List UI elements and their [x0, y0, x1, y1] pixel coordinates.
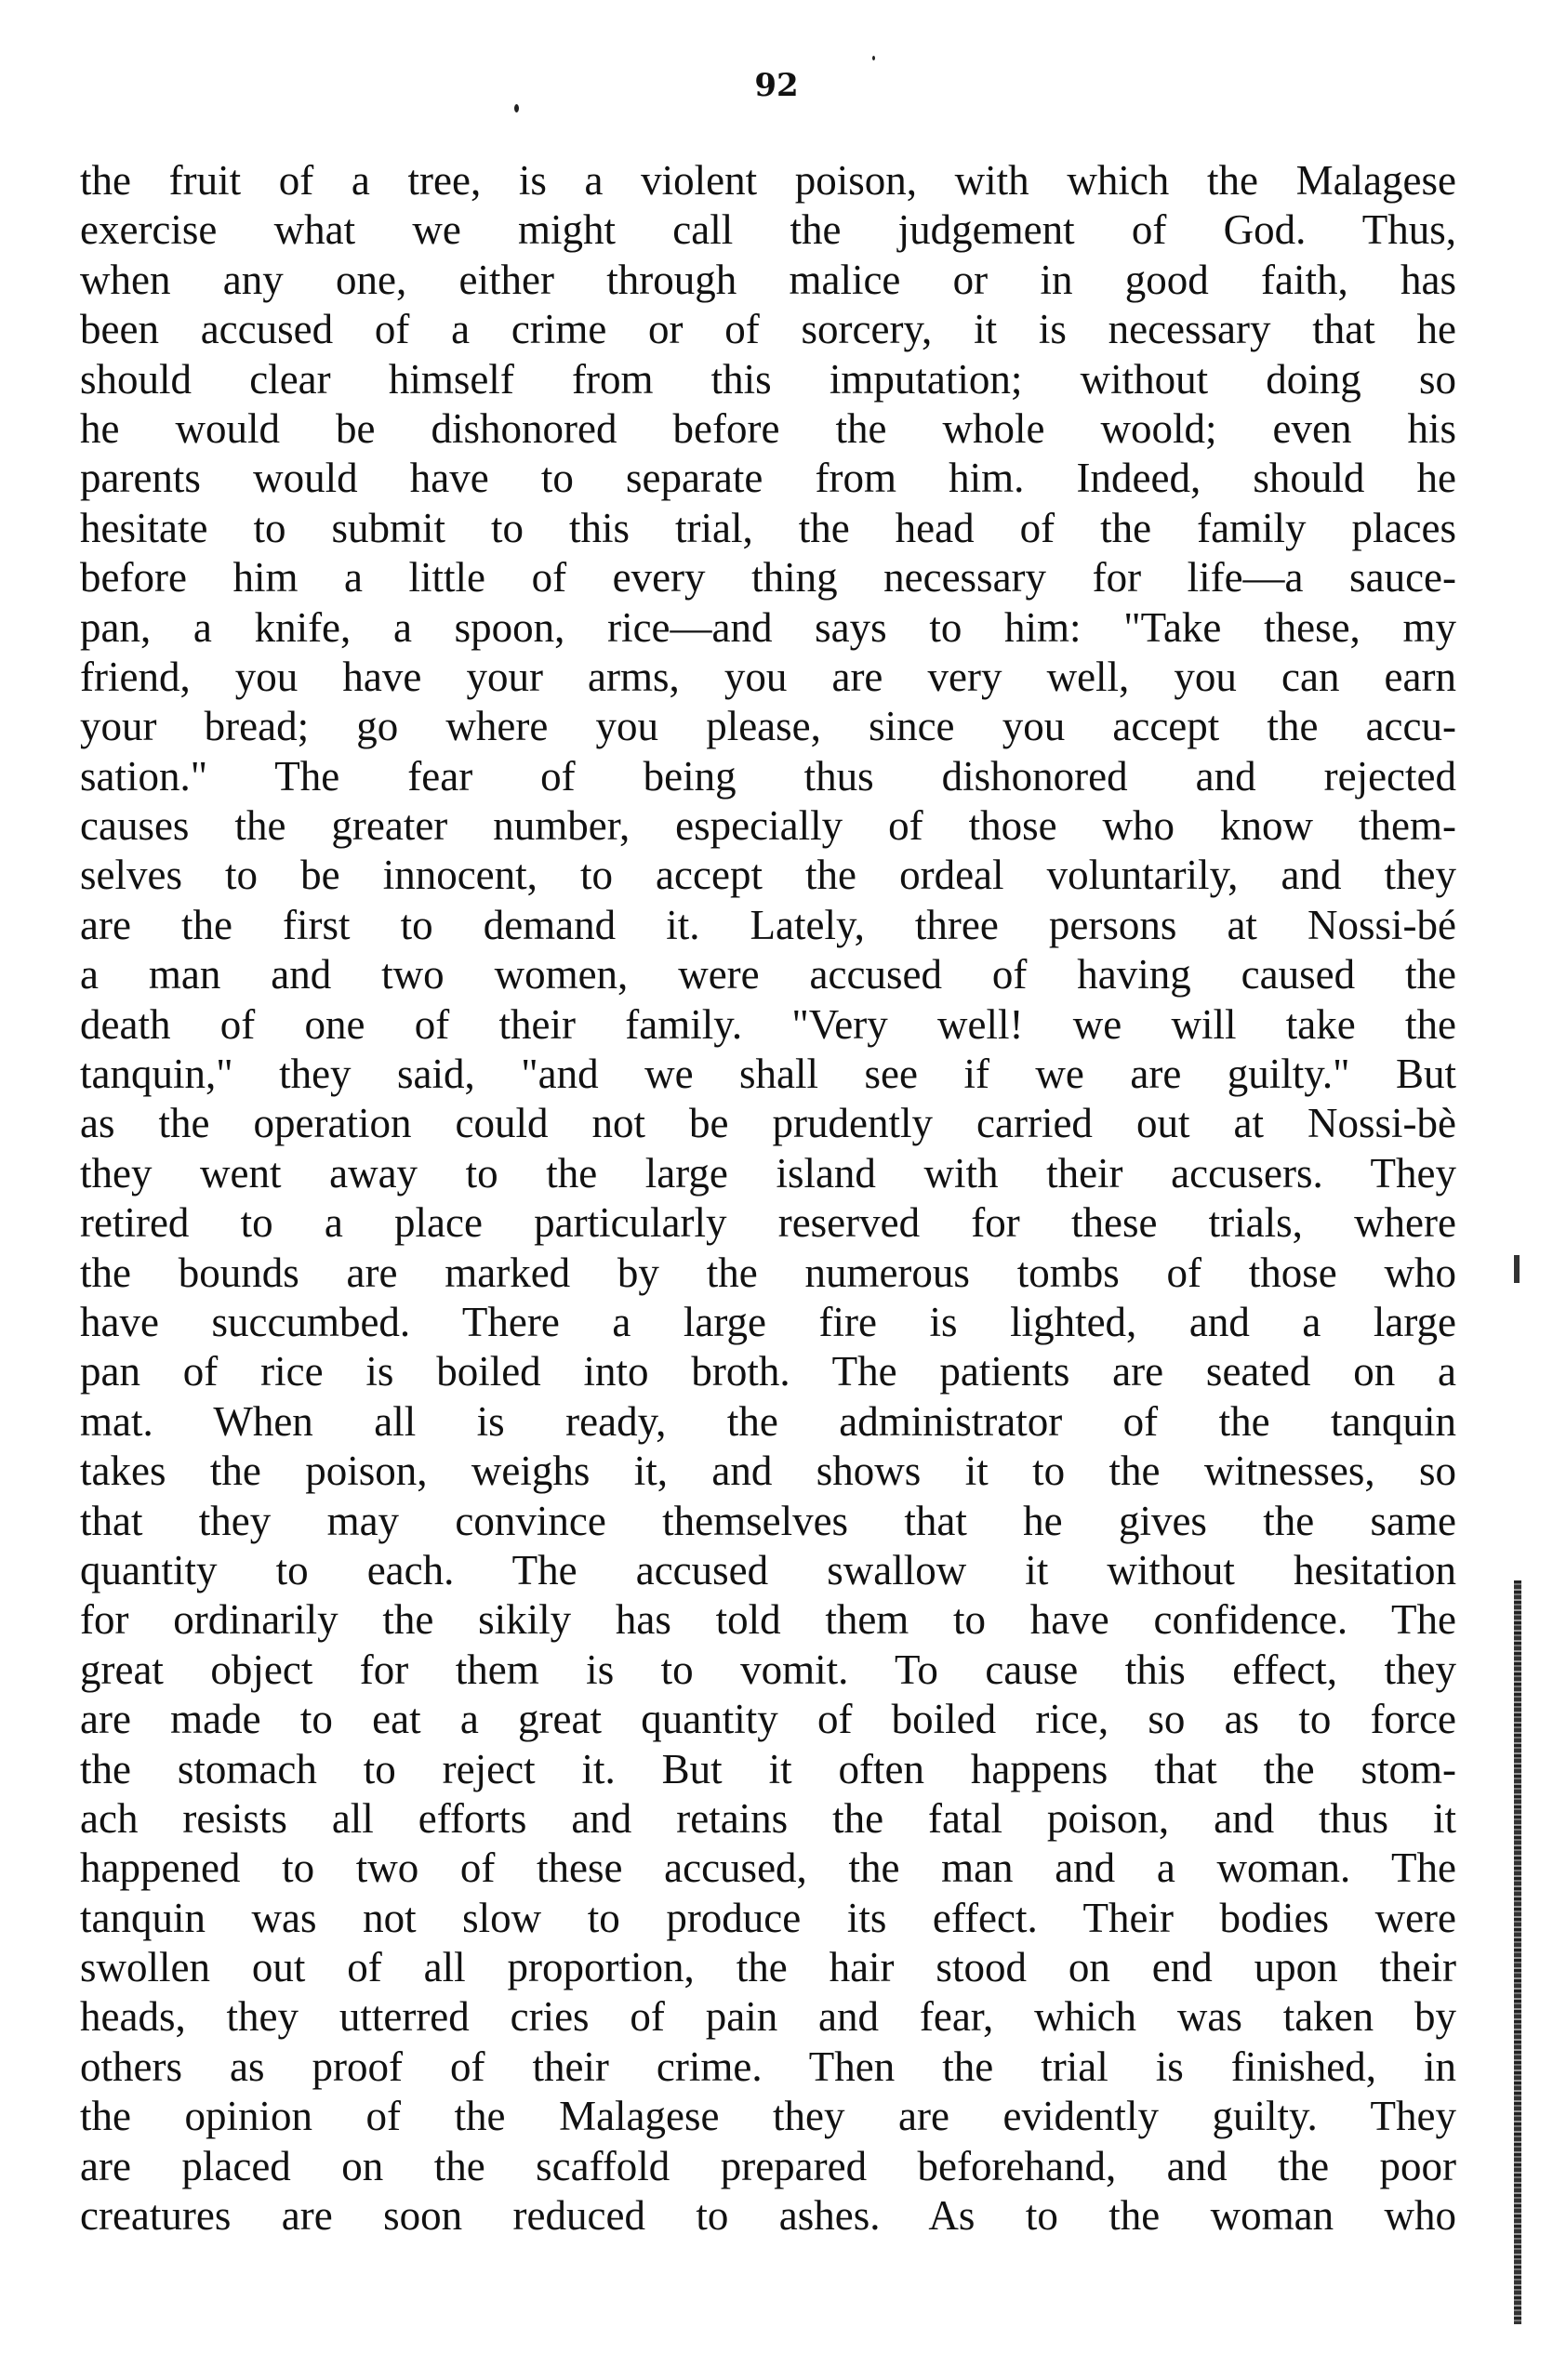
text-line: are placed on the scaffold prepared beforehand, and the poor	[80, 2142, 1456, 2189]
text-line: are made to eat a great quantity of boiled rice, so as to force	[80, 1696, 1456, 1743]
text-line: ach resists all efforts and retains the fatal poison, and thus it	[80, 1794, 1456, 1842]
text-line: creatures are soon reduced to ashes. As to the woman who	[80, 2192, 1456, 2240]
text-line: for ordinarily the sikily has told them to have confidence. The	[80, 1596, 1456, 1644]
text-line: the opinion of the Malagese they are evidently guilty. They	[80, 2093, 1456, 2140]
print-speck	[872, 56, 875, 60]
text-line: hesitate to submit to this trial, the head of the family places	[80, 504, 1456, 551]
text-line: selves to be innocent, to accept the ordeal voluntarily, and they	[80, 852, 1456, 899]
text-line: swollen out of all proportion, the hair stood on end upon their	[80, 1944, 1456, 1991]
text-line: before him a little of every thing necessary for life—a sauce-	[80, 554, 1456, 602]
text-line: exercise what we might call the judgement of God. Thus,	[80, 206, 1456, 254]
text-line: tanquin was not slow to produce its effect. Their bodies were	[80, 1894, 1456, 1941]
text-line: your bread; go where you please, since you accept the accu-	[80, 703, 1456, 750]
text-line: takes the poison, weighs it, and shows it to the witnesses, so	[80, 1448, 1456, 1495]
text-line: sation." The fear of being thus dishonored and rejected	[80, 752, 1456, 800]
text-line: they went away to the large island with their accusers. They	[80, 1149, 1456, 1197]
text-line: been accused of a crime or of sorcery, it is necessary that he	[80, 306, 1456, 353]
text-line: great object for them is to vomit. To cause this effect, they	[80, 1646, 1456, 1693]
text-line: pan of rice is boiled into broth. The patients are seated on a	[80, 1348, 1456, 1395]
margin-rule	[1514, 1580, 1521, 2324]
text-line: death of one of their family. "Very well! we will take the	[80, 1000, 1456, 1048]
page-number: 92	[754, 67, 799, 104]
text-line: tanquin," they said, "and we shall see if we are guilty." But	[80, 1051, 1456, 1098]
text-line: causes the greater number, especially of those who know them-	[80, 802, 1456, 850]
text-line: the bounds are marked by the numerous tombs of those who	[80, 1249, 1456, 1296]
text-line: when any one, either through malice or in good faith, has	[80, 256, 1456, 303]
text-line: parents would have to separate from him. Indeed, should he	[80, 455, 1456, 502]
text-line: have succumbed. There a large fire is lighted, and a large	[80, 1298, 1456, 1345]
text-line: he would be dishonored before the whole woold; even his	[80, 404, 1456, 452]
text-line: are the first to demand it. Lately, three persons at Nossi-bé	[80, 901, 1456, 948]
text-line: friend, you have your arms, you are very well, you can earn	[80, 653, 1456, 700]
text-line: quantity to each. The accused swallow it without hesitation	[80, 1546, 1456, 1593]
text-line: the fruit of a tree, is a violent poison, with which the Malagese	[80, 157, 1456, 204]
text-line: a man and two women, were accused of having caused the	[80, 951, 1456, 998]
text-line: others as proof of their crime. Then the trial is finished, in	[80, 2043, 1456, 2090]
text-line: retired to a place particularly reserved for these trials, where	[80, 1199, 1456, 1247]
body-text	[80, 156, 1456, 2241]
text-line: happened to two of these accused, the man and a woman. The	[80, 1844, 1456, 1892]
text-line: should clear himself from this imputation; without doing so	[80, 355, 1456, 403]
text-line: pan, a knife, a spoon, rice—and says to him: "Take these, my	[80, 603, 1456, 651]
text-line: mat. When all is ready, the administrator of the tanquin	[80, 1397, 1456, 1445]
text-line: heads, they utterred cries of pain and fear, which was taken by	[80, 1993, 1456, 2041]
text-line: as the operation could not be prudently carried out at Nossi-bè	[80, 1100, 1456, 1147]
print-speck	[514, 104, 519, 112]
margin-mark	[1514, 1255, 1520, 1283]
text-line: that they may convince themselves that he gives the same	[80, 1497, 1456, 1544]
text-line: the stomach to reject it. But it often happens that the stom-	[80, 1745, 1456, 1792]
